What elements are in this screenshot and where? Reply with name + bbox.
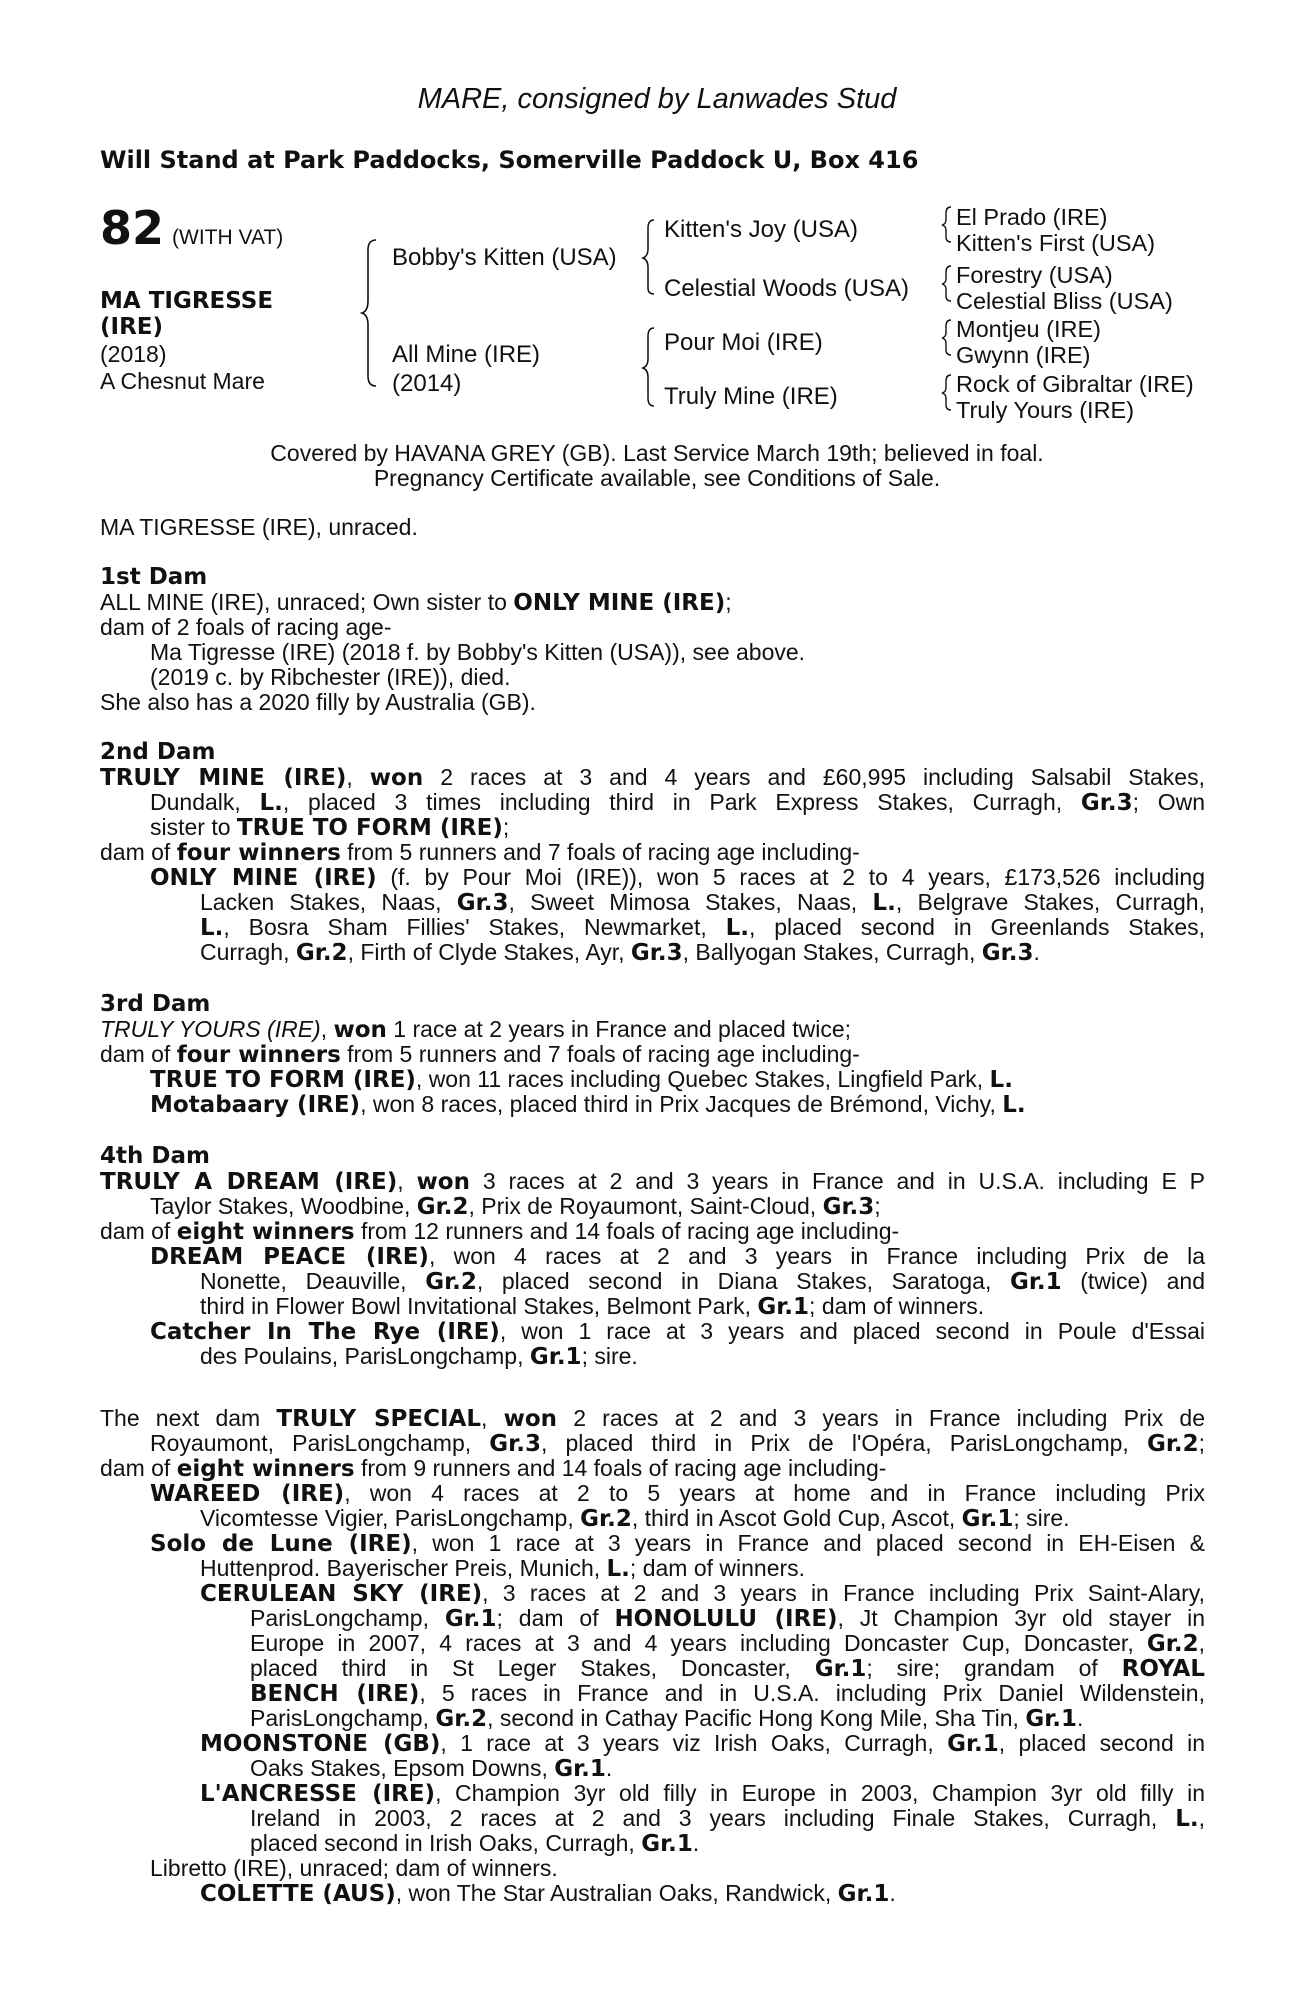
progeny-name: L'ANCRESSE (IRE) [200,1781,436,1807]
dam2-heading: 2nd Dam [100,739,216,765]
moonstone-line-2 [250,1756,612,1783]
progeny-name: COLETTE (AUS) [200,1881,396,1907]
t: , placed second in Diana Stakes, Saratoga, [476,1268,1010,1294]
t: from 5 runners and 7 foals of racing age including- [340,839,860,865]
t: 3 races at 2 and 3 years in France and in U.S.A. including E P [469,1168,1205,1194]
pedigree-brace-dd [942,373,956,411]
t: Europe in 2007, 4 races at 3 and 4 years including Doncaster Cup, Doncaster, [250,1630,1147,1656]
grade: Gr.2 [1146,1431,1199,1457]
dam2-line-3 [150,815,509,842]
dam4-line-3 [100,1219,899,1246]
grade: Gr.2 [1146,1631,1199,1657]
t: from 5 runners and 7 foals of racing age including- [340,1041,860,1067]
t: , Prix de Royaumont, Saint-Cloud, [468,1193,823,1219]
pedigree-dam-dam: Truly Mine (IRE) [664,383,838,410]
listed: L. [1002,1092,1026,1118]
t: , Bosra Sham Fillies' Stakes, Newmarket, [223,914,726,940]
progeny-name: DREAM PEACE (IRE) [150,1244,429,1270]
cerulean-line-6 [250,1706,1083,1733]
t: , Belgrave Stakes, Curragh, [895,889,1205,915]
t: dam of [100,1455,177,1481]
t: ; dam of [496,1605,615,1631]
solo-line-1 [150,1531,1205,1558]
pedigree-dss: Montjeu (IRE) [956,316,1101,342]
pedigree-sds: Forestry (USA) [956,262,1113,288]
t: third in Flower Bowl Invitational Stakes, Belmont Park, [200,1293,758,1319]
nextdam-line-2 [150,1431,1205,1458]
lancresse-line-1 [200,1781,1205,1808]
intro-line: MA TIGRESSE (IRE), unraced. [100,514,418,540]
progeny-name: Catcher In The Rye (IRE) [150,1319,500,1345]
dam2-progeny-1d [200,940,1040,967]
wareed-line-1 [150,1481,1205,1508]
t: Huttenprod. Bayerischer Preis, Munich, [200,1555,607,1581]
pedigree-sire: Bobby's Kitten (USA) [392,244,617,271]
dam4-line-2 [150,1194,881,1221]
dam3-heading: 3rd Dam [100,991,211,1017]
dam2-line-2 [150,790,1205,817]
t: Royaumont, ParisLongchamp, [150,1430,490,1456]
t: . [1033,939,1040,965]
t: , Firth of Clyde Stakes, Ayr, [347,939,631,965]
t: ; sire. [1013,1505,1070,1531]
t: ; [502,814,510,840]
t: , 1 race at 3 years viz Irish Oaks, Curragh, [440,1730,948,1756]
dam3-progeny-1 [150,1067,1013,1094]
grade: Gr.1 [757,1294,810,1320]
dam3-progeny-2 [150,1092,1026,1119]
t: . [692,1830,700,1856]
pedigree-ssd: Kitten's First (USA) [956,230,1156,256]
dam4-progeny-1c [200,1294,984,1321]
t: Vicomtesse Vigier, ParisLongchamp, [200,1505,581,1531]
t: Dundalk, [150,789,260,815]
t: , [481,1405,504,1431]
dam2-text: 2 races at 3 and 4 years and £60,995 including Salsabil Stakes, [423,764,1205,790]
grade: Gr.1 [961,1506,1014,1532]
dam4-heading: 4th Dam [100,1143,210,1169]
dam1-line-2: dam of 2 foals of racing age- [100,614,392,640]
t: , placed second in Greenlands Stakes, [748,914,1206,940]
pedigree-brace-ds [942,318,956,356]
dam1-line-5: She also has a 2020 filly by Australia (GB). [100,689,536,715]
grade: Gr.2 [425,1269,477,1295]
dam2-progeny-1c [200,915,1205,942]
dam1-punct: ; [725,589,732,615]
t: , Ballyogan Stakes, Curragh, [682,939,982,965]
grade: Gr.3 [489,1431,541,1457]
progeny-name: MOONSTONE (GB) [200,1731,441,1757]
horse-description: A Chesnut Mare [100,368,265,394]
t: ; [874,1193,881,1219]
t: ; dam of winners. [809,1293,985,1319]
grade: Gr.1 [641,1831,693,1857]
grade: Gr.2 [580,1506,632,1532]
pedigree-brace-ss [942,205,956,243]
t: Oaks Stakes, Epsom Downs, [250,1755,555,1781]
dam3-won: won [333,1017,387,1043]
listed: L. [725,915,749,941]
cerulean-line-4 [250,1656,1205,1683]
t: , [1198,1805,1205,1831]
sibling: TRUE TO FORM (IRE) [236,815,503,841]
grade: Gr.1 [529,1344,582,1370]
dam1-foal-2: (2019 c. by Ribchester (IRE)), died. [150,664,511,690]
t: Ireland in 2003, 2 races at 2 and 3 years including Finale Stakes, Curragh, [250,1805,1176,1831]
t: , second in Cathay Pacific Hong Kong Mile, Sha Tin, [487,1705,1026,1731]
grade: Gr.1 [837,1881,890,1907]
t: , won 4 races at 2 and 3 years in France including Prix de la [428,1243,1205,1269]
pedigree-dam-year: (2014) [392,370,462,397]
covered-line-1: Covered by HAVANA GREY (GB). Last Service March 19th; believed in foal. [270,440,1044,466]
winners-count: four winners [176,1042,341,1068]
pedigree-sire-dam: Celestial Woods (USA) [664,275,909,302]
dam4-name: TRULY A DREAM (IRE) [100,1169,398,1195]
grade: Gr.3 [630,940,683,966]
t: . [1077,1705,1084,1731]
dam1-line-1 [100,590,732,617]
t: dam of [100,1041,177,1067]
listed: L. [989,1067,1013,1093]
t: , [1198,1630,1205,1656]
grade: Gr.3 [456,890,509,916]
progeny-name: WAREED (IRE) [150,1481,345,1507]
grade: Gr.1 [1009,1269,1062,1295]
t: , won 1 race at 3 years and placed second in Poule d'Essai [499,1318,1205,1344]
t: from 9 runners and 14 foals of racing age including- [354,1455,887,1481]
pedigree-brace-sd [942,264,956,302]
dam2-won: won [369,765,424,791]
lot-number-value: 82 [100,201,165,255]
t: from 12 runners and 14 foals of racing age including- [354,1218,900,1244]
t: (twice) and [1061,1268,1205,1294]
t: . [605,1755,613,1781]
dam2-progeny-1b [200,890,1205,917]
dam2-line-1: TRULY MINE (IRE), won 2 races at 3 and 4 years and £60,995 including Salsabil Stakes, [100,764,1205,791]
progeny-name: HONOLULU (IRE) [614,1606,838,1632]
t: ParisLongchamp, [250,1605,445,1631]
pedigree-sdd: Celestial Bliss (USA) [956,288,1173,314]
t: Lacken Stakes, Naas, [200,889,457,915]
nextdam-line-1 [100,1406,1205,1433]
dam4-progeny-1b [200,1269,1205,1296]
pedigree-dsd: Gwynn (IRE) [956,342,1091,368]
t: , placed third in Prix de l'Opéra, ParisLongchamp, [540,1430,1147,1456]
dam1-foal-1: Ma Tigresse (IRE) (2018 f. by Bobby's Kitten (USA)), see above. [150,639,806,665]
stand-location: Will Stand at Park Paddocks, Somerville Paddock U, Box 416 [100,146,919,174]
grade: Gr.1 [554,1756,606,1782]
grade: Gr.3 [981,940,1034,966]
cerulean-line-3 [250,1631,1205,1658]
t: ; dam of winners. [629,1555,806,1581]
dam2-line-4 [100,840,860,867]
pedigree-sire-sire: Kitten's Joy (USA) [664,216,858,243]
t: ParisLongchamp, [250,1705,436,1731]
horse-year: (2018) [100,341,167,367]
solo-line-2 [200,1556,805,1583]
horse-name: MA TIGRESSE [100,288,274,314]
winners-count: four winners [176,840,341,866]
t: dam of [100,839,177,865]
t: , Jt Champion 3yr old stayer in [837,1605,1205,1631]
moonstone-line-1 [200,1731,1205,1758]
listed: L. [259,790,283,816]
t: , placed second in [998,1730,1205,1756]
t: des Poulains, ParisLongchamp, [200,1343,530,1369]
listed: L. [872,890,896,916]
pedigree-brace-dam [644,326,660,408]
t: Taylor Stakes, Woodbine, [150,1193,417,1219]
nextdam-line-3 [100,1456,886,1483]
t: , 5 races in France and in U.S.A. including Prix Daniel Wildenstein, [419,1680,1205,1706]
t: The next dam [100,1405,277,1431]
t: 1 race at 2 years in France and placed twice; [386,1016,851,1042]
lot-number [100,201,284,255]
dam4-line-1: TRULY A DREAM (IRE), won 3 races at 2 and 3 years in France and in U.S.A. including E P [100,1168,1205,1195]
progeny-name: Solo de Lune (IRE) [150,1531,412,1557]
nextdam-name: TRULY SPECIAL [276,1406,481,1432]
grade: Gr.2 [416,1194,469,1220]
t: , won 4 races at 2 to 5 years at home and in France including Prix [344,1480,1205,1506]
lancresse-line-2 [250,1806,1205,1833]
libretto-line: Libretto (IRE), unraced; dam of winners. [150,1855,558,1881]
t: ; [1198,1430,1206,1456]
cerulean-line-2 [250,1606,1205,1633]
progeny-name: BENCH (IRE) [250,1681,420,1707]
grade: Gr.1 [1025,1706,1077,1732]
dam3-name: TRULY YOURS (IRE) [100,1016,321,1042]
grade: Gr.3 [1080,790,1133,816]
horse-country: (IRE) [100,314,164,340]
vat-note: (WITH VAT) [172,226,284,249]
pedigree-brace-main [364,238,384,388]
grade: Gr.1 [814,1656,867,1682]
t: Nonette, Deauville, [200,1268,426,1294]
lancresse-line-3 [250,1831,699,1858]
cerulean-line-5 [250,1681,1205,1708]
progeny-name: Motabaary (IRE) [150,1092,361,1118]
dam4-progeny-2 [150,1319,1205,1346]
pedigree-dds: Rock of Gibraltar (IRE) [956,371,1194,397]
t: 2 races at 2 and 3 years in France including Prix de [557,1405,1205,1431]
t: , Champion 3yr old filly in Europe in 2003, Champion 3yr old filly in [435,1780,1205,1806]
t: (f. by Pour Moi (IRE)), won 5 races at 2 to 4 years, £173,526 including [376,864,1205,890]
t: placed third in St Leger Stakes, Doncaster, [250,1655,815,1681]
pedigree-ddd: Truly Yours (IRE) [956,397,1135,423]
pedigree-sss: El Prado (IRE) [956,204,1108,230]
page-title: MARE, consigned by Lanwades Stud [417,83,897,115]
t: , won The Star Australian Oaks, Randwick, [395,1880,838,1906]
pedigree-dam: All Mine (IRE) [392,341,541,368]
t: sister to [150,814,237,840]
wareed-line-2 [200,1506,1070,1533]
grade: Gr.3 [822,1194,875,1220]
covered-line-2: Pregnancy Certificate available, see Conditions of Sale. [373,465,941,491]
t: , won 8 races, placed third in Prix Jacques de Brémond, Vichy, [360,1091,1003,1117]
t: , 3 races at 2 and 3 years in France including Prix Saint-Alary, [482,1580,1205,1606]
grade: Gr.1 [947,1731,999,1757]
progeny-name: CERULEAN SKY (IRE) [200,1581,483,1607]
progeny-name: TRUE TO FORM (IRE) [150,1067,416,1093]
t: ; sire. [581,1343,638,1369]
t: placed second in Irish Oaks, Curragh, [250,1830,642,1856]
t: ; Own [1132,789,1205,815]
dam1-text: ALL MINE (IRE), unraced; Own sister to [100,589,514,615]
grade: Gr.1 [444,1606,497,1632]
t: , won 11 races including Quebec Stakes, Lingfield Park, [415,1066,990,1092]
t: , won 1 race at 3 years in France and placed second in EH-Eisen & [411,1530,1205,1556]
dam4-progeny-1 [150,1244,1205,1271]
dam1-heading: 1st Dam [100,564,208,590]
nextdam-won: won [503,1406,558,1432]
colette-line [200,1881,896,1908]
t: ; sire; grandam of [866,1655,1122,1681]
dam3-line-1: TRULY YOURS (IRE), won 1 race at 2 years in France and placed twice; [100,1016,851,1043]
listed: L. [606,1556,630,1582]
listed: L. [200,915,224,941]
t: , third in Ascot Gold Cup, Ascot, [631,1505,962,1531]
cerulean-line-1 [200,1581,1205,1608]
progeny-name: ONLY MINE (IRE) [150,865,377,891]
winners-count: eight winners [176,1219,355,1245]
winners-count: eight winners [176,1456,355,1482]
t: , placed 3 times including third in Park Express Stakes, Curragh, [282,789,1081,815]
grade: Gr.2 [435,1706,488,1732]
dam2-progeny-1 [150,865,1205,892]
t: , Sweet Mimosa Stakes, Naas, [508,889,873,915]
listed: L. [1175,1806,1199,1832]
dam4-progeny-2b [200,1344,638,1371]
dam4-won: won [416,1169,470,1195]
pedigree-brace-sire [644,218,660,296]
t: dam of [100,1218,177,1244]
grade: Gr.2 [295,940,348,966]
t: . [889,1880,896,1906]
progeny-name: ROYAL [1121,1656,1206,1682]
dam1-sibling: ONLY MINE (IRE) [513,590,726,616]
pedigree-dam-sire: Pour Moi (IRE) [664,329,823,356]
dam2-name: TRULY MINE (IRE) [100,765,347,791]
dam3-line-2 [100,1042,860,1069]
t: Curragh, [200,939,296,965]
